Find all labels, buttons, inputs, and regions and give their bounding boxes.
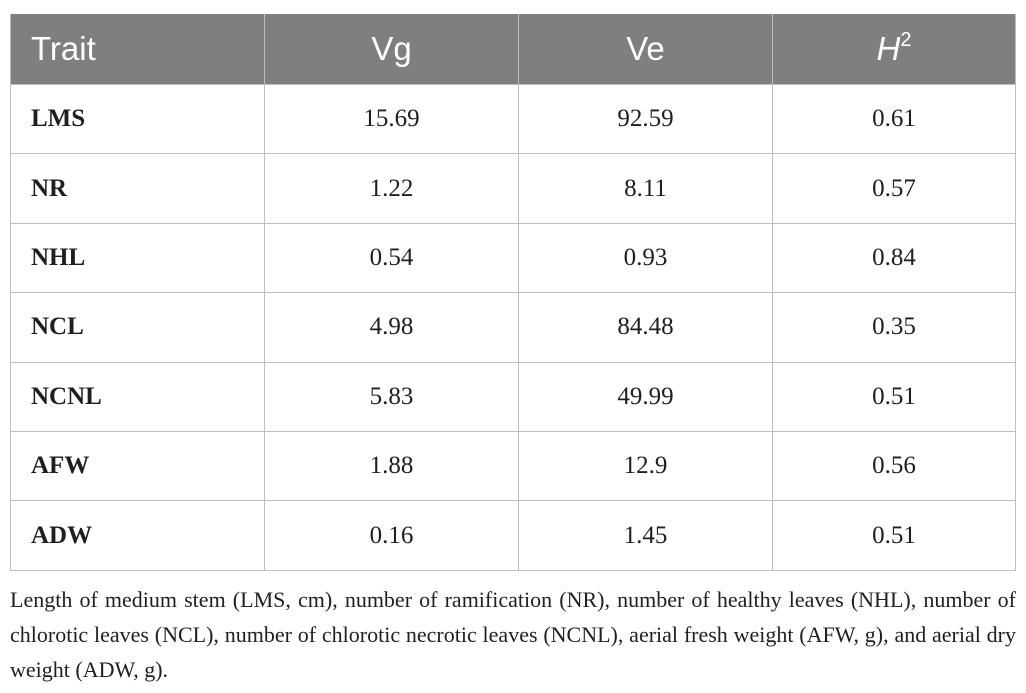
trait-cell: NCL bbox=[11, 293, 265, 362]
table-row bbox=[11, 501, 1016, 570]
trait-cell: LMS bbox=[11, 85, 265, 154]
table-body bbox=[11, 85, 1016, 571]
h2-cell: 0.61 bbox=[773, 85, 1016, 154]
header-h2-superscript: 2 bbox=[900, 29, 912, 51]
header-trait: Trait bbox=[11, 14, 265, 85]
table-row bbox=[11, 362, 1016, 431]
h2-cell: 0.84 bbox=[773, 223, 1016, 292]
heritability-table bbox=[10, 14, 1016, 571]
h2-cell: 0.51 bbox=[773, 501, 1016, 570]
header-h2-letter: H bbox=[876, 30, 901, 67]
vg-cell: 0.16 bbox=[265, 501, 519, 570]
vg-cell: 5.83 bbox=[265, 362, 519, 431]
h2-cell: 0.57 bbox=[773, 154, 1016, 223]
ve-cell: 49.99 bbox=[519, 362, 773, 431]
vg-cell: 1.22 bbox=[265, 154, 519, 223]
header-ve: Ve bbox=[519, 14, 773, 85]
vg-cell: 15.69 bbox=[265, 85, 519, 154]
trait-cell: ADW bbox=[11, 501, 265, 570]
trait-cell: AFW bbox=[11, 431, 265, 500]
h2-cell: 0.51 bbox=[773, 362, 1016, 431]
trait-cell: NHL bbox=[11, 223, 265, 292]
table-row bbox=[11, 293, 1016, 362]
table-row bbox=[11, 85, 1016, 154]
trait-cell: NR bbox=[11, 154, 265, 223]
ve-cell: 0.93 bbox=[519, 223, 773, 292]
ve-cell: 12.9 bbox=[519, 431, 773, 500]
ve-cell: 84.48 bbox=[519, 293, 773, 362]
table-header bbox=[11, 14, 1016, 85]
ve-cell: 8.11 bbox=[519, 154, 773, 223]
header-row bbox=[11, 14, 1016, 85]
header-vg: Vg bbox=[265, 14, 519, 85]
vg-cell: 0.54 bbox=[265, 223, 519, 292]
vg-cell: 1.88 bbox=[265, 431, 519, 500]
h2-cell: 0.56 bbox=[773, 431, 1016, 500]
table-footnote: Length of medium stem (LMS, cm), number of ramification (NR), number of healthy leaves (NHL), number of chlorotic leaves (NCL), number of chlorotic necrotic leaves (NCNL), aerial fresh weight (AFW, g), and aerial dry weight (ADW, g). bbox=[10, 587, 1016, 682]
h2-cell: 0.35 bbox=[773, 293, 1016, 362]
ve-cell: 92.59 bbox=[519, 85, 773, 154]
table-row bbox=[11, 154, 1016, 223]
heritability-table-container bbox=[10, 14, 1015, 571]
trait-cell: NCNL bbox=[11, 362, 265, 431]
vg-cell: 4.98 bbox=[265, 293, 519, 362]
ve-cell: 1.45 bbox=[519, 501, 773, 570]
table-row bbox=[11, 431, 1016, 500]
header-h2 bbox=[773, 14, 1016, 85]
table-row bbox=[11, 223, 1016, 292]
